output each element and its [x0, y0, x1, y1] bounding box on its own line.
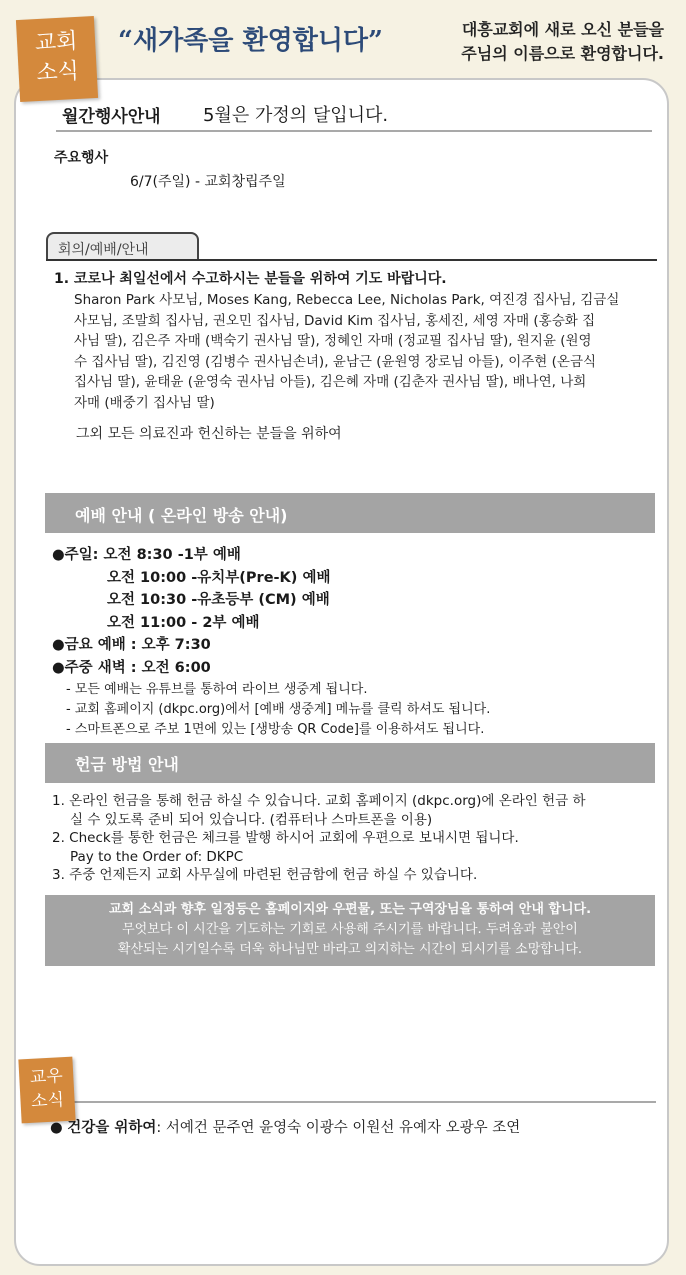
- worship-note: - 모든 예배는 유튜브를 통하여 라이브 생중계 됩니다.: [66, 682, 368, 697]
- member-news-tag-line2: 소식: [30, 1090, 65, 1112]
- welcome-line2: 주님의 이름으로 환영합니다.: [461, 44, 664, 63]
- health-names: : 서예건 문주연 윤영숙 이광수 이원선 유예자 오광우 조연: [156, 1120, 521, 1136]
- sunday-service: 오전 10:30 -유초등부 (CM) 예배: [107, 592, 330, 608]
- offering-list: [52, 792, 652, 885]
- church-news-tag-line1: 교회: [34, 28, 79, 57]
- worship-note: - 스마트폰으로 주보 1면에 있는 [생방송 QR Code]를 이용하셔도 됩니다.: [66, 722, 485, 737]
- welcome-line1: 대흥교회에 새로 오신 분들을: [461, 20, 664, 39]
- meeting-worship-tab: 회의/예배/안내: [46, 232, 199, 260]
- notice-box: [45, 895, 655, 966]
- notice-line1: 교회 소식과 향후 일정등은 홈페이지와 우편물, 또는 구역장님을 통하여 안내 합니다.: [108, 902, 592, 917]
- sunday-service-first: ●주일: 오전 8:30 -1부 예배: [52, 547, 241, 563]
- prayer-line: 자매 (배중기 집사님 딸): [74, 394, 215, 411]
- prayer-request-title: 1. 코로나 최일선에서 수고하시는 분들을 위하여 기도 바랍니다.: [54, 271, 447, 287]
- sunday-service: 오전 11:00 - 2부 예배: [107, 614, 260, 631]
- sunday-service: 오전 10:00 -유치부(Pre-K) 예배: [107, 569, 331, 586]
- friday-service: ●금요 예배 : 오후 7:30: [52, 637, 211, 653]
- prayer-line: 수 집사님 딸), 김진영 (김병수 권사님손녀), 윤남근 (윤원영 장로님 아들), 이주현 (온금식: [74, 353, 597, 370]
- notice-line3: 확산되는 시기일수록 더욱 하나님만 바라고 의지하는 시간이 되시기를 소망합니다.: [117, 942, 583, 957]
- offering-header: 헌금 방법 안내: [45, 743, 655, 783]
- offering-item-3: 3. 주중 언제든지 교회 사무실에 마련된 헌금함에 헌금 하실 수 있습니다.: [52, 867, 478, 883]
- prayer-line: 사모님, 조말희 집사님, 권오민 집사님, David Kim 집사님, 홍세진, 세영 자매 (홍승화 집: [74, 312, 596, 329]
- church-news-tag-line2: 소식: [35, 58, 80, 87]
- worship-schedule: [52, 544, 331, 679]
- divider: [56, 130, 652, 132]
- member-news-tag: [18, 1057, 75, 1124]
- health-prayer: [50, 1116, 520, 1137]
- offering-item-2: 2. Check를 통한 헌금은 체크를 발행 하시어 교회에 우편으로 보내시면 됩니다.: [52, 830, 519, 846]
- worship-notes: [66, 680, 490, 740]
- bullet-icon: ●: [50, 1120, 63, 1136]
- offering-item-1-cont: 실 수 있도록 준비 되어 있습니다. (컴퓨터나 스마트폰을 이용): [70, 811, 433, 828]
- member-news-tag-line1: 교우: [29, 1066, 64, 1088]
- offering-item-2-cont: Pay to the Order of: DKPC: [70, 848, 244, 865]
- health-label: 건강을 위하여: [67, 1120, 157, 1136]
- tab-underline: [46, 259, 657, 261]
- monthly-theme: 5월은 가정의 달입니다.: [203, 105, 389, 126]
- monthly-events-label: 월간행사안내: [62, 107, 161, 127]
- welcome-message: [461, 18, 664, 66]
- worship-info-header: 예배 안내 ( 온라인 방송 안내): [45, 493, 655, 533]
- prayer-extra: 그외 모든 의료진과 헌신하는 분들을 위하여: [76, 426, 342, 442]
- notice-line2: 무엇보다 이 시간을 기도하는 기회로 사용해 주시기를 바랍니다. 두려움과 불안이: [122, 922, 578, 937]
- member-news-divider: [70, 1101, 656, 1103]
- offering-item-1: 1. 온라인 헌금을 통해 헌금 하실 수 있습니다. 교회 홈페이지 (dkpc.org)에 온라인 헌금 하: [52, 793, 586, 809]
- major-events-label: 주요행사: [54, 150, 109, 166]
- worship-note: - 교회 홈페이지 (dkpc.org)에서 [예배 생중계] 메뉴를 클릭 하셔도 됩니다.: [66, 702, 491, 717]
- dawn-service: ●주중 새벽 : 오전 6:00: [52, 659, 211, 676]
- prayer-line: 집사님 딸), 윤태윤 (윤영숙 권사님 아들), 김은혜 자매 (김춘자 권사님 딸), 배나연, 나희: [74, 374, 587, 390]
- prayer-line: 사님 딸), 김은주 자매 (백숙기 권사님 딸), 정혜인 자매 (정교필 집사님 딸), 원지윤 (원영: [74, 333, 592, 349]
- prayer-line: Sharon Park 사모님, Moses Kang, Rebecca Lee, Nicholas Park, 여진경 집사님, 김금실: [74, 292, 620, 308]
- prayer-names: [74, 290, 654, 413]
- church-news-tag: [16, 16, 98, 102]
- headline: “새가족을 환영합니다”: [118, 26, 384, 56]
- major-event-item: 6/7(주일) - 교회창립주일: [130, 174, 286, 190]
